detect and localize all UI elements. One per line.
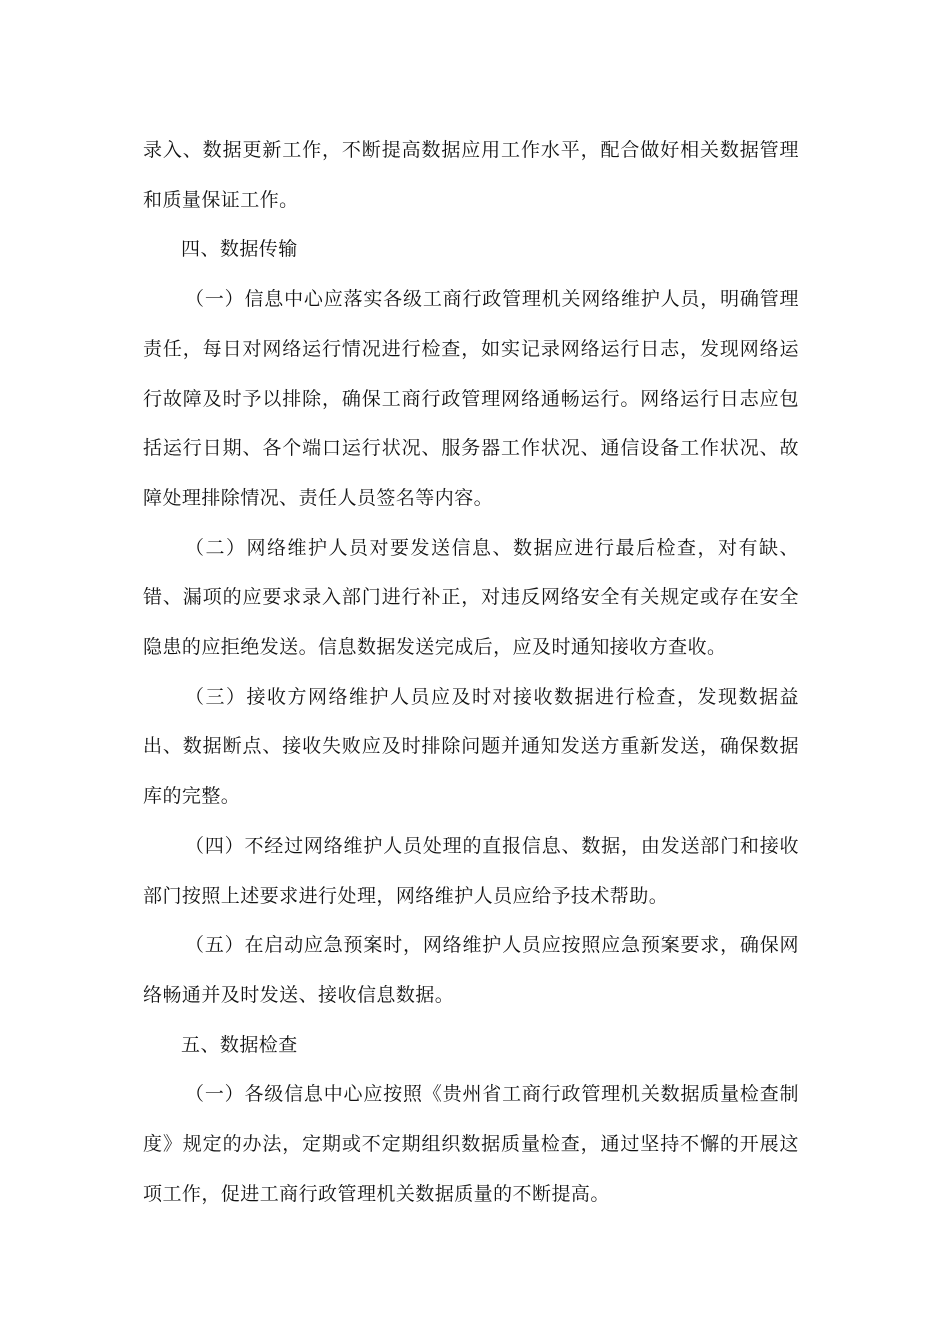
section-heading-data-transmission: 四、数据传输: [181, 238, 298, 261]
document-body: [143, 126, 799, 1219]
paragraph-transmission-item-3: （三）接收方网络维护人员应及时对接收数据进行检查，发现数据益出、数据断点、接收失败应及时排除问题并通知发送方重新发送，确保数据库的完整。: [143, 685, 799, 808]
paragraph-transmission-item-4: （四）不经过网络维护人员处理的直报信息、数据，由发送部门和接收部门按照上述要求进行处理，网络维护人员应给予技术帮助。: [143, 834, 799, 907]
paragraph-transmission-item-1: （一）信息中心应落实各级工商行政管理机关网络维护人员，明确管理责任，每日对网络运行情况进行检查，如实记录网络运行日志，发现网络运行故障及时予以排除，确保工商行政管理网络通畅运行。网络运行日志应包括运行日期、各个端口运行状况、服务器工作状况、通信设备工作状况、故障处理排除情况、责任人员签名等内容。: [143, 288, 799, 509]
section-heading-data-inspection: 五、数据检查: [181, 1033, 298, 1056]
paragraph-transmission-item-2: （二）网络维护人员对要发送信息、数据应进行最后检查，对有缺、错、漏项的应要求录入部门进行补正，对违反网络安全有关规定或存在安全隐患的应拒绝发送。信息数据发送完成后，应及时通知接收方查收。: [143, 536, 799, 659]
paragraph-transmission-item-5: （五）在启动应急预案时，网络维护人员应按照应急预案要求，确保网络畅通并及时发送、接收信息数据。: [143, 934, 799, 1006]
paragraph-data-update: 录入、数据更新工作，不断提高数据应用工作水平，配合做好相关数据管理和质量保证工作。: [143, 139, 799, 211]
paragraph-inspection-item-1: （一）各级信息中心应按照《贵州省工商行政管理机关数据质量检查制度》规定的办法，定期或不定期组织数据质量检查，通过坚持不懈的开展这项工作，促进工商行政管理机关数据质量的不断提高。: [143, 1083, 799, 1205]
